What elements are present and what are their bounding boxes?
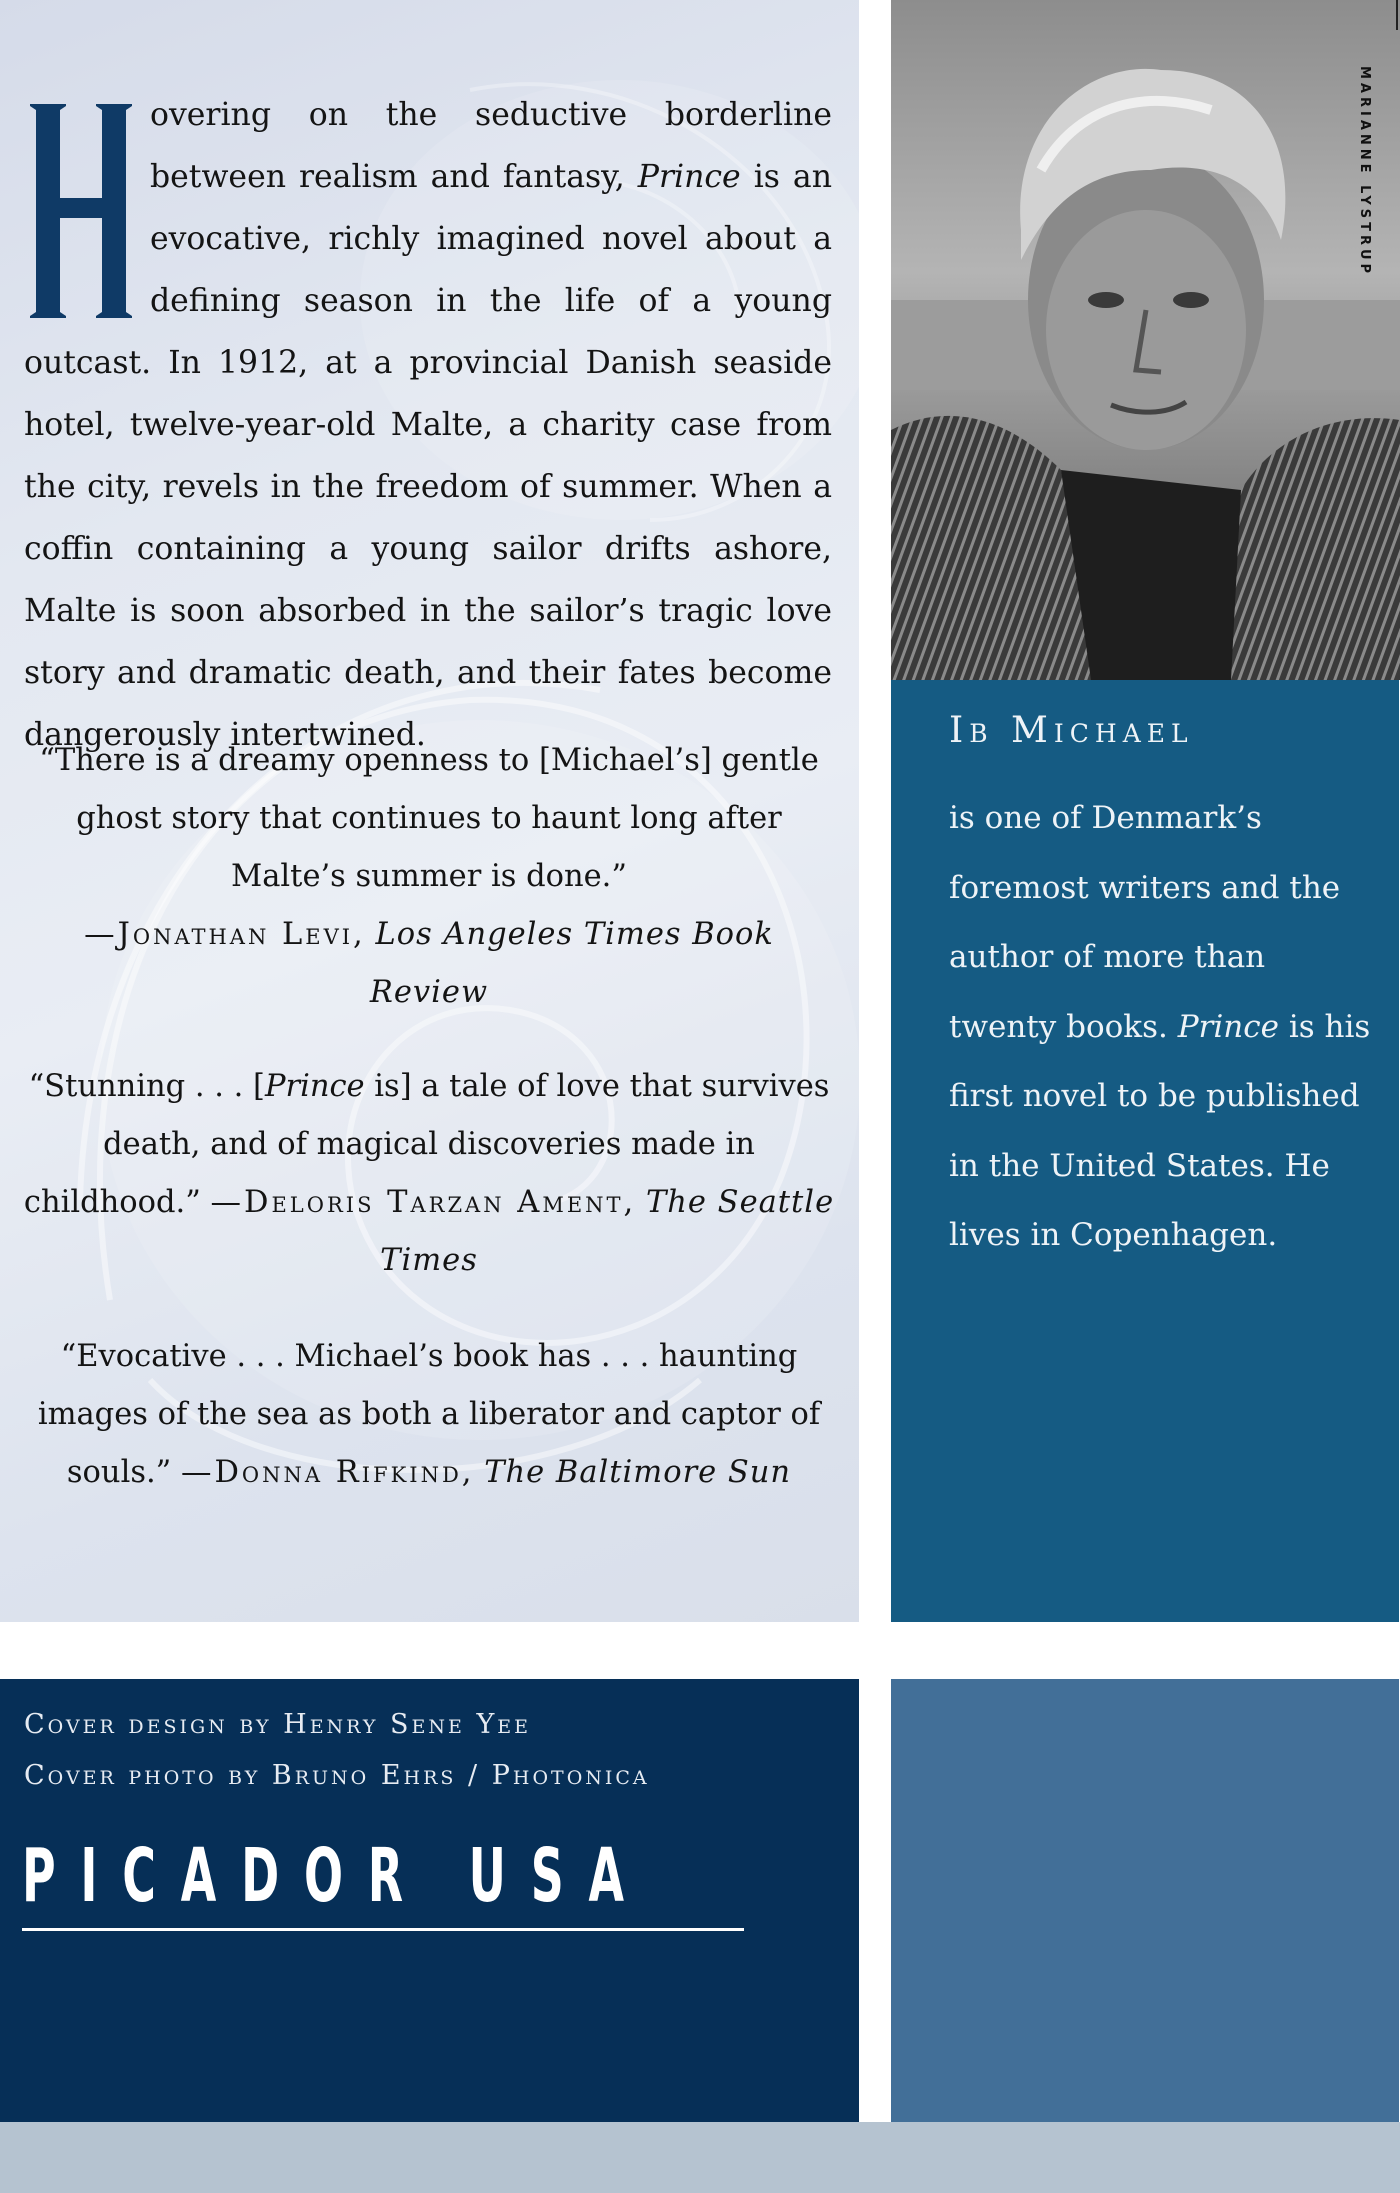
quote-text: “There is a dreamy openness to [Michael’s] gentle ghost story that continues to haunt long after Malte’s summer is done.” [39, 743, 819, 894]
author-name: Ib Michael [949, 710, 1194, 751]
reviewer-name: —Jonathan Levi, [84, 917, 366, 952]
photo-credit: MARIANNE LYSTRUP [1357, 66, 1372, 278]
reviewer-name: —Deloris Tarzan Ament, [210, 1185, 637, 1220]
review-quote [20, 732, 838, 1022]
quote-source: The Seattle Times [380, 1185, 835, 1278]
edge-mark [1396, 0, 1398, 30]
credits-panel [0, 1679, 859, 2122]
dropcap-letter [26, 100, 136, 322]
book-title: Prince [637, 159, 741, 195]
quote-source: The Baltimore Sun [484, 1455, 792, 1490]
book-title: Prince [264, 1069, 365, 1104]
review-quote [20, 1058, 838, 1290]
reviewer-name: —Donna Rifkind, [180, 1455, 475, 1490]
publisher-logo: PICADOR USA [22, 1833, 649, 1919]
cover-photo-credit: Cover photo by Bruno Ehrs / Photonica [24, 1760, 650, 1791]
description-rest: is an evocative, richly imagined novel about a defining season in the life of a young outcast. In 1912, at a provincial Danish seaside hotel, twelve-year-old Malte, a charity case from the city, revels in the freedom of summer. When a coffin containing a young sailor drifts ashore, Malte is soon absorbed in the sailor’s tragic love story and dramatic death, and their fates become dangerously intertwined. [24, 159, 832, 753]
quote-text: “Evocative . . . Michael’s book has . . . haunting images of the sea as both a liberator and captor of souls.” —Donna Rifkind, The Baltimore Sun [37, 1339, 821, 1490]
author-bio: is one of Denmark’s foremost writers and the author of more than twenty books. Prince is his first novel to be published in the United States. He lives in Copenhagen. [949, 800, 1371, 1253]
book-title: Prince [1177, 1008, 1279, 1045]
author-bio-panel [891, 680, 1399, 1622]
author-photo [891, 0, 1400, 680]
book-description [24, 84, 832, 766]
quote-text: “Stunning . . . [Prince is] a tale of love that survives death, and of magical discoveries made in childhood.” —Deloris Tarzan Ament, The Seattle Times [23, 1069, 835, 1278]
cover-design-credit: Cover design by Henry Sene Yee [24, 1709, 532, 1740]
blurb-panel [0, 0, 859, 1622]
publisher-underline [22, 1928, 744, 1931]
description-lead: overing on the seductive borderline between realism and fantasy, [150, 97, 832, 195]
quote-attribution [20, 906, 838, 1022]
footer-strip [0, 2122, 1400, 2193]
review-quote [20, 1328, 838, 1502]
quote-source: Los Angeles Times Book Review [369, 917, 774, 1010]
barcode-area [891, 1679, 1399, 2122]
